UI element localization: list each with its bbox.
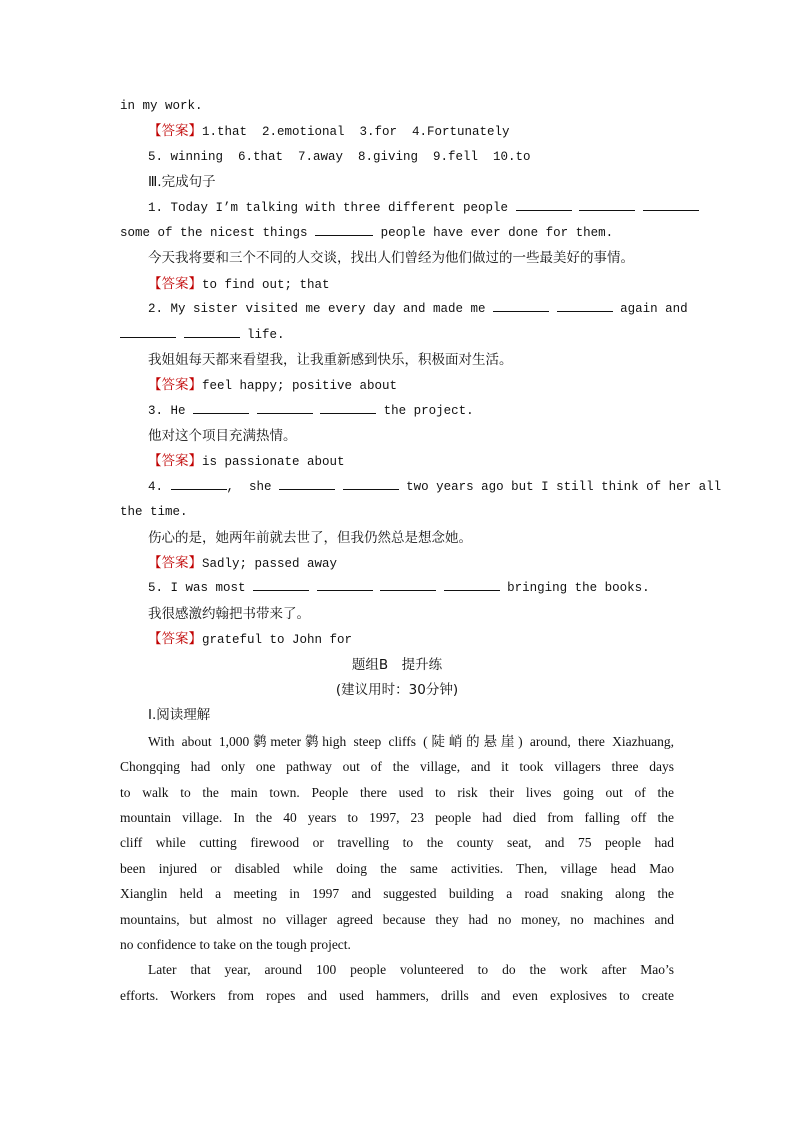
answer-text: to find out; that <box>202 277 330 292</box>
answer-blank <box>279 475 335 490</box>
section-heading: Ⅲ.完成句子 <box>148 174 216 191</box>
paragraph-line: to walk to the main town. People there used to risk their lives going out of the <box>120 784 674 800</box>
answer-blank <box>315 221 373 236</box>
paragraph-line: been injured or disabled while doing the same activities. Then, village head Mao <box>120 860 674 876</box>
section-heading: Ⅰ.阅读理解 <box>148 707 211 724</box>
question-line <box>120 196 674 221</box>
translation-line: 我很感激约翰把书带来了。 <box>148 605 310 622</box>
question-text: 1. Today I’m talking with three different people <box>148 200 509 215</box>
question-line <box>120 576 674 601</box>
question-line <box>120 221 674 246</box>
answer-text: feel happy; positive about <box>202 379 398 394</box>
answer-line <box>120 449 674 474</box>
answer-blank <box>343 475 399 490</box>
question-text: some of the nicest things <box>120 225 308 240</box>
paragraph-line: Chongqing had only one pathway out of the village, and it took villagers three days <box>120 759 674 775</box>
answer-blank <box>444 576 500 591</box>
question-text: , she <box>226 479 272 494</box>
answer-blank <box>643 196 699 211</box>
paragraph-line: no confidence to take on the tough project. <box>120 936 351 952</box>
answer-line: 5. winning 6.that 7.away 8.giving 9.fell 10.to <box>148 149 531 164</box>
translation-line: 伤心的是，她两年前就去世了，但我仍然总是想念她。 <box>148 529 472 546</box>
answer-line <box>120 373 674 398</box>
answer-blank <box>184 323 240 338</box>
answer-blank <box>493 297 549 312</box>
answer-blank <box>193 399 249 414</box>
answer-blank <box>579 196 635 211</box>
group-heading: 题组B 提升练 <box>351 656 443 673</box>
answer-blank <box>257 399 313 414</box>
question-text: life. <box>247 327 285 342</box>
question-text: 5. I was most <box>148 581 246 596</box>
document-page <box>120 94 722 1008</box>
paragraph-line: Later that year, around 100 people volunteered to do the work after Mao’s <box>148 962 674 978</box>
question-text: 4. <box>148 479 164 494</box>
answer-text: 1.that 2.emotional 3.for 4.Fortunately <box>202 125 510 140</box>
answer-blank <box>516 196 572 211</box>
answer-blank <box>320 399 376 414</box>
answer-line <box>120 272 674 297</box>
paragraph-line: With about 1,000鹲meter鹲high steep cliffs (陡峭的悬崖) around, there Xiazhuang, <box>148 733 674 749</box>
question-line: the time. <box>120 505 188 520</box>
answer-blank <box>171 475 227 490</box>
suggested-time: (建议用时：30分钟) <box>335 681 459 698</box>
answer-line <box>120 627 674 652</box>
answer-text: grateful to John for <box>202 633 353 648</box>
translation-line: 他对这个项目充满热情。 <box>148 428 297 445</box>
paragraph-line: Xianglin held a meeting in 1997 and suggested building a road snaking along the <box>120 886 674 902</box>
answer-label: 【答案】 <box>148 275 202 292</box>
paragraph-line: mountains, but almost no villager agreed because they had no money, no machines and <box>120 911 674 927</box>
paragraph-line: mountain village. In the 40 years to 1997, 23 people had died from falling off the <box>120 809 674 825</box>
text-line: in my work. <box>120 99 203 113</box>
question-text: two years ago but I still think of her all <box>406 479 722 494</box>
answer-line <box>120 119 674 144</box>
paragraph-line: cliff while cutting firewood or travelling to the county seat, and 75 people had <box>120 835 674 851</box>
question-line <box>120 297 688 322</box>
answer-blank <box>317 576 373 591</box>
question-line <box>120 323 674 348</box>
answer-blank <box>380 576 436 591</box>
answer-text: Sadly; passed away <box>202 557 338 572</box>
answer-label: 【答案】 <box>148 453 202 470</box>
answer-text: is passionate about <box>202 455 345 470</box>
question-line <box>120 475 722 500</box>
paragraph-line: efforts. Workers from ropes and used hammers, drills and even explosives to create <box>120 987 674 1003</box>
answer-label: 【答案】 <box>148 555 202 572</box>
answer-blank <box>557 297 613 312</box>
answer-line <box>120 551 674 576</box>
reading-paragraph <box>120 957 674 1008</box>
question-text: 3. He <box>148 403 186 418</box>
answer-label: 【答案】 <box>148 631 202 648</box>
question-text: bringing the books. <box>507 581 650 596</box>
question-text: the project. <box>383 403 474 418</box>
answer-label: 【答案】 <box>148 377 202 394</box>
translation-line: 我姐姐每天都来看望我，让我重新感到快乐，积极面对生活。 <box>148 351 513 368</box>
answer-blank <box>253 576 309 591</box>
question-text: 2. My sister visited me every day and made me <box>148 302 486 317</box>
question-text: people have ever done for them. <box>380 225 614 240</box>
answer-blank <box>120 323 176 338</box>
answer-label: 【答案】 <box>148 123 202 140</box>
question-text: again and <box>620 302 688 317</box>
translation-line: 今天我将要和三个不同的人交谈，找出人们曾经为他们做过的一些最美好的事情。 <box>148 250 634 267</box>
question-line <box>120 399 674 424</box>
reading-paragraph <box>120 729 674 958</box>
